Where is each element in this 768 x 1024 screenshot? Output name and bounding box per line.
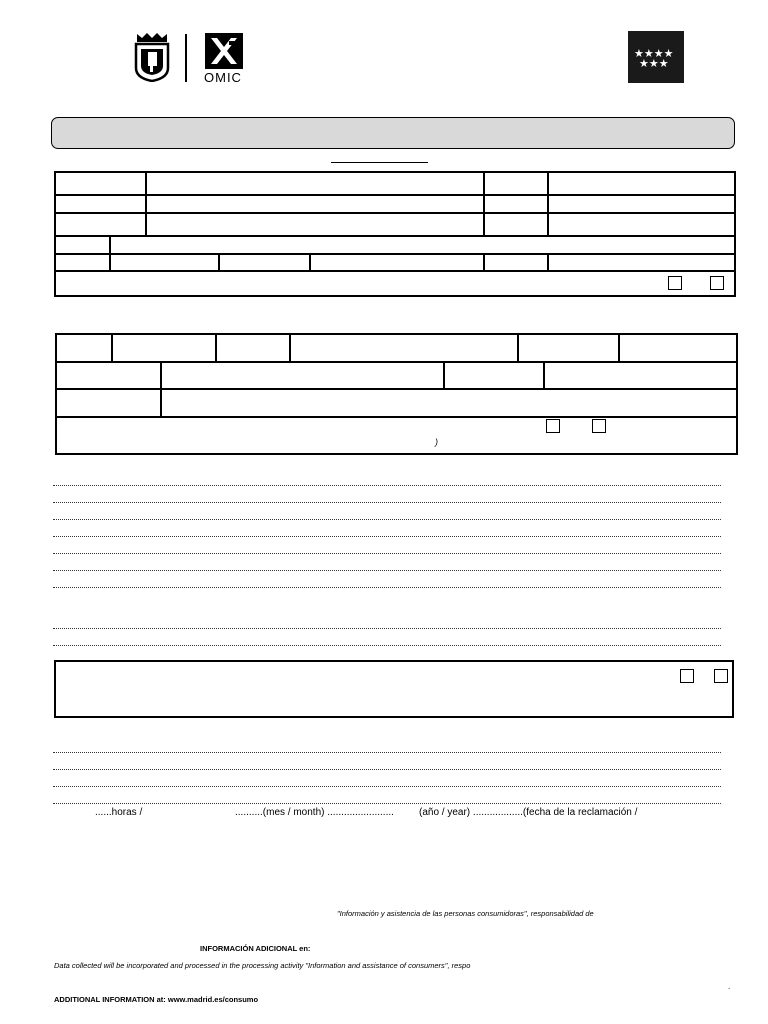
description-line[interactable] bbox=[53, 570, 721, 571]
claimant-checkbox-1[interactable] bbox=[668, 276, 682, 290]
hours-field[interactable]: ......horas / bbox=[95, 807, 143, 818]
consent-checkbox-1[interactable] bbox=[680, 669, 694, 683]
additional-info-en[interactable]: ADDITIONAL INFORMATION at: www.madrid.es/consumo bbox=[54, 995, 259, 1004]
request-line[interactable] bbox=[53, 628, 721, 629]
description-line[interactable] bbox=[53, 502, 721, 503]
business-table bbox=[55, 333, 738, 455]
madrid-coat-of-arms-icon bbox=[134, 32, 170, 82]
claimant-checkbox-2[interactable] bbox=[710, 276, 724, 290]
consent-box bbox=[54, 660, 734, 718]
description-line[interactable] bbox=[53, 587, 721, 588]
closing-parenthesis: ) bbox=[435, 437, 438, 447]
documents-line[interactable] bbox=[53, 803, 721, 804]
description-line[interactable] bbox=[53, 519, 721, 520]
description-line[interactable] bbox=[53, 536, 721, 537]
svg-text:★★★: ★★★ bbox=[639, 57, 669, 70]
omic-label: OMIC bbox=[204, 70, 242, 85]
documents-line[interactable] bbox=[53, 786, 721, 787]
privacy-note: "Información y asistencia de las personas consumidoras", responsabilidad de bbox=[337, 909, 594, 918]
consent-checkbox-2[interactable] bbox=[714, 669, 728, 683]
description-line[interactable] bbox=[53, 553, 721, 554]
section-underline bbox=[331, 162, 428, 163]
comunidad-madrid-flag-icon bbox=[628, 31, 684, 83]
omic-logo-icon bbox=[205, 33, 243, 69]
request-line[interactable] bbox=[53, 645, 721, 646]
title-banner bbox=[51, 117, 735, 149]
business-checkbox-2[interactable] bbox=[592, 419, 606, 433]
logo-separator bbox=[185, 34, 187, 82]
claimant-table bbox=[54, 171, 736, 297]
data-collected-en: Data collected will be incorporated and processed in the processing activity "Information and assistance of consumers", respo bbox=[54, 961, 471, 970]
business-checkbox-1[interactable] bbox=[546, 419, 560, 433]
additional-info-es: INFORMACIÓN ADICIONAL en: bbox=[200, 944, 311, 953]
month-field[interactable]: ..........(mes / month) ........................ bbox=[235, 807, 394, 818]
description-line[interactable] bbox=[53, 485, 721, 486]
documents-line[interactable] bbox=[53, 769, 721, 770]
footer-dot: . bbox=[728, 982, 731, 991]
year-field[interactable]: (año / year) ..................(fecha de la reclamación / bbox=[419, 807, 638, 818]
svg-text:★★★★: ★★★★ bbox=[634, 47, 674, 60]
documents-line[interactable] bbox=[53, 752, 721, 753]
